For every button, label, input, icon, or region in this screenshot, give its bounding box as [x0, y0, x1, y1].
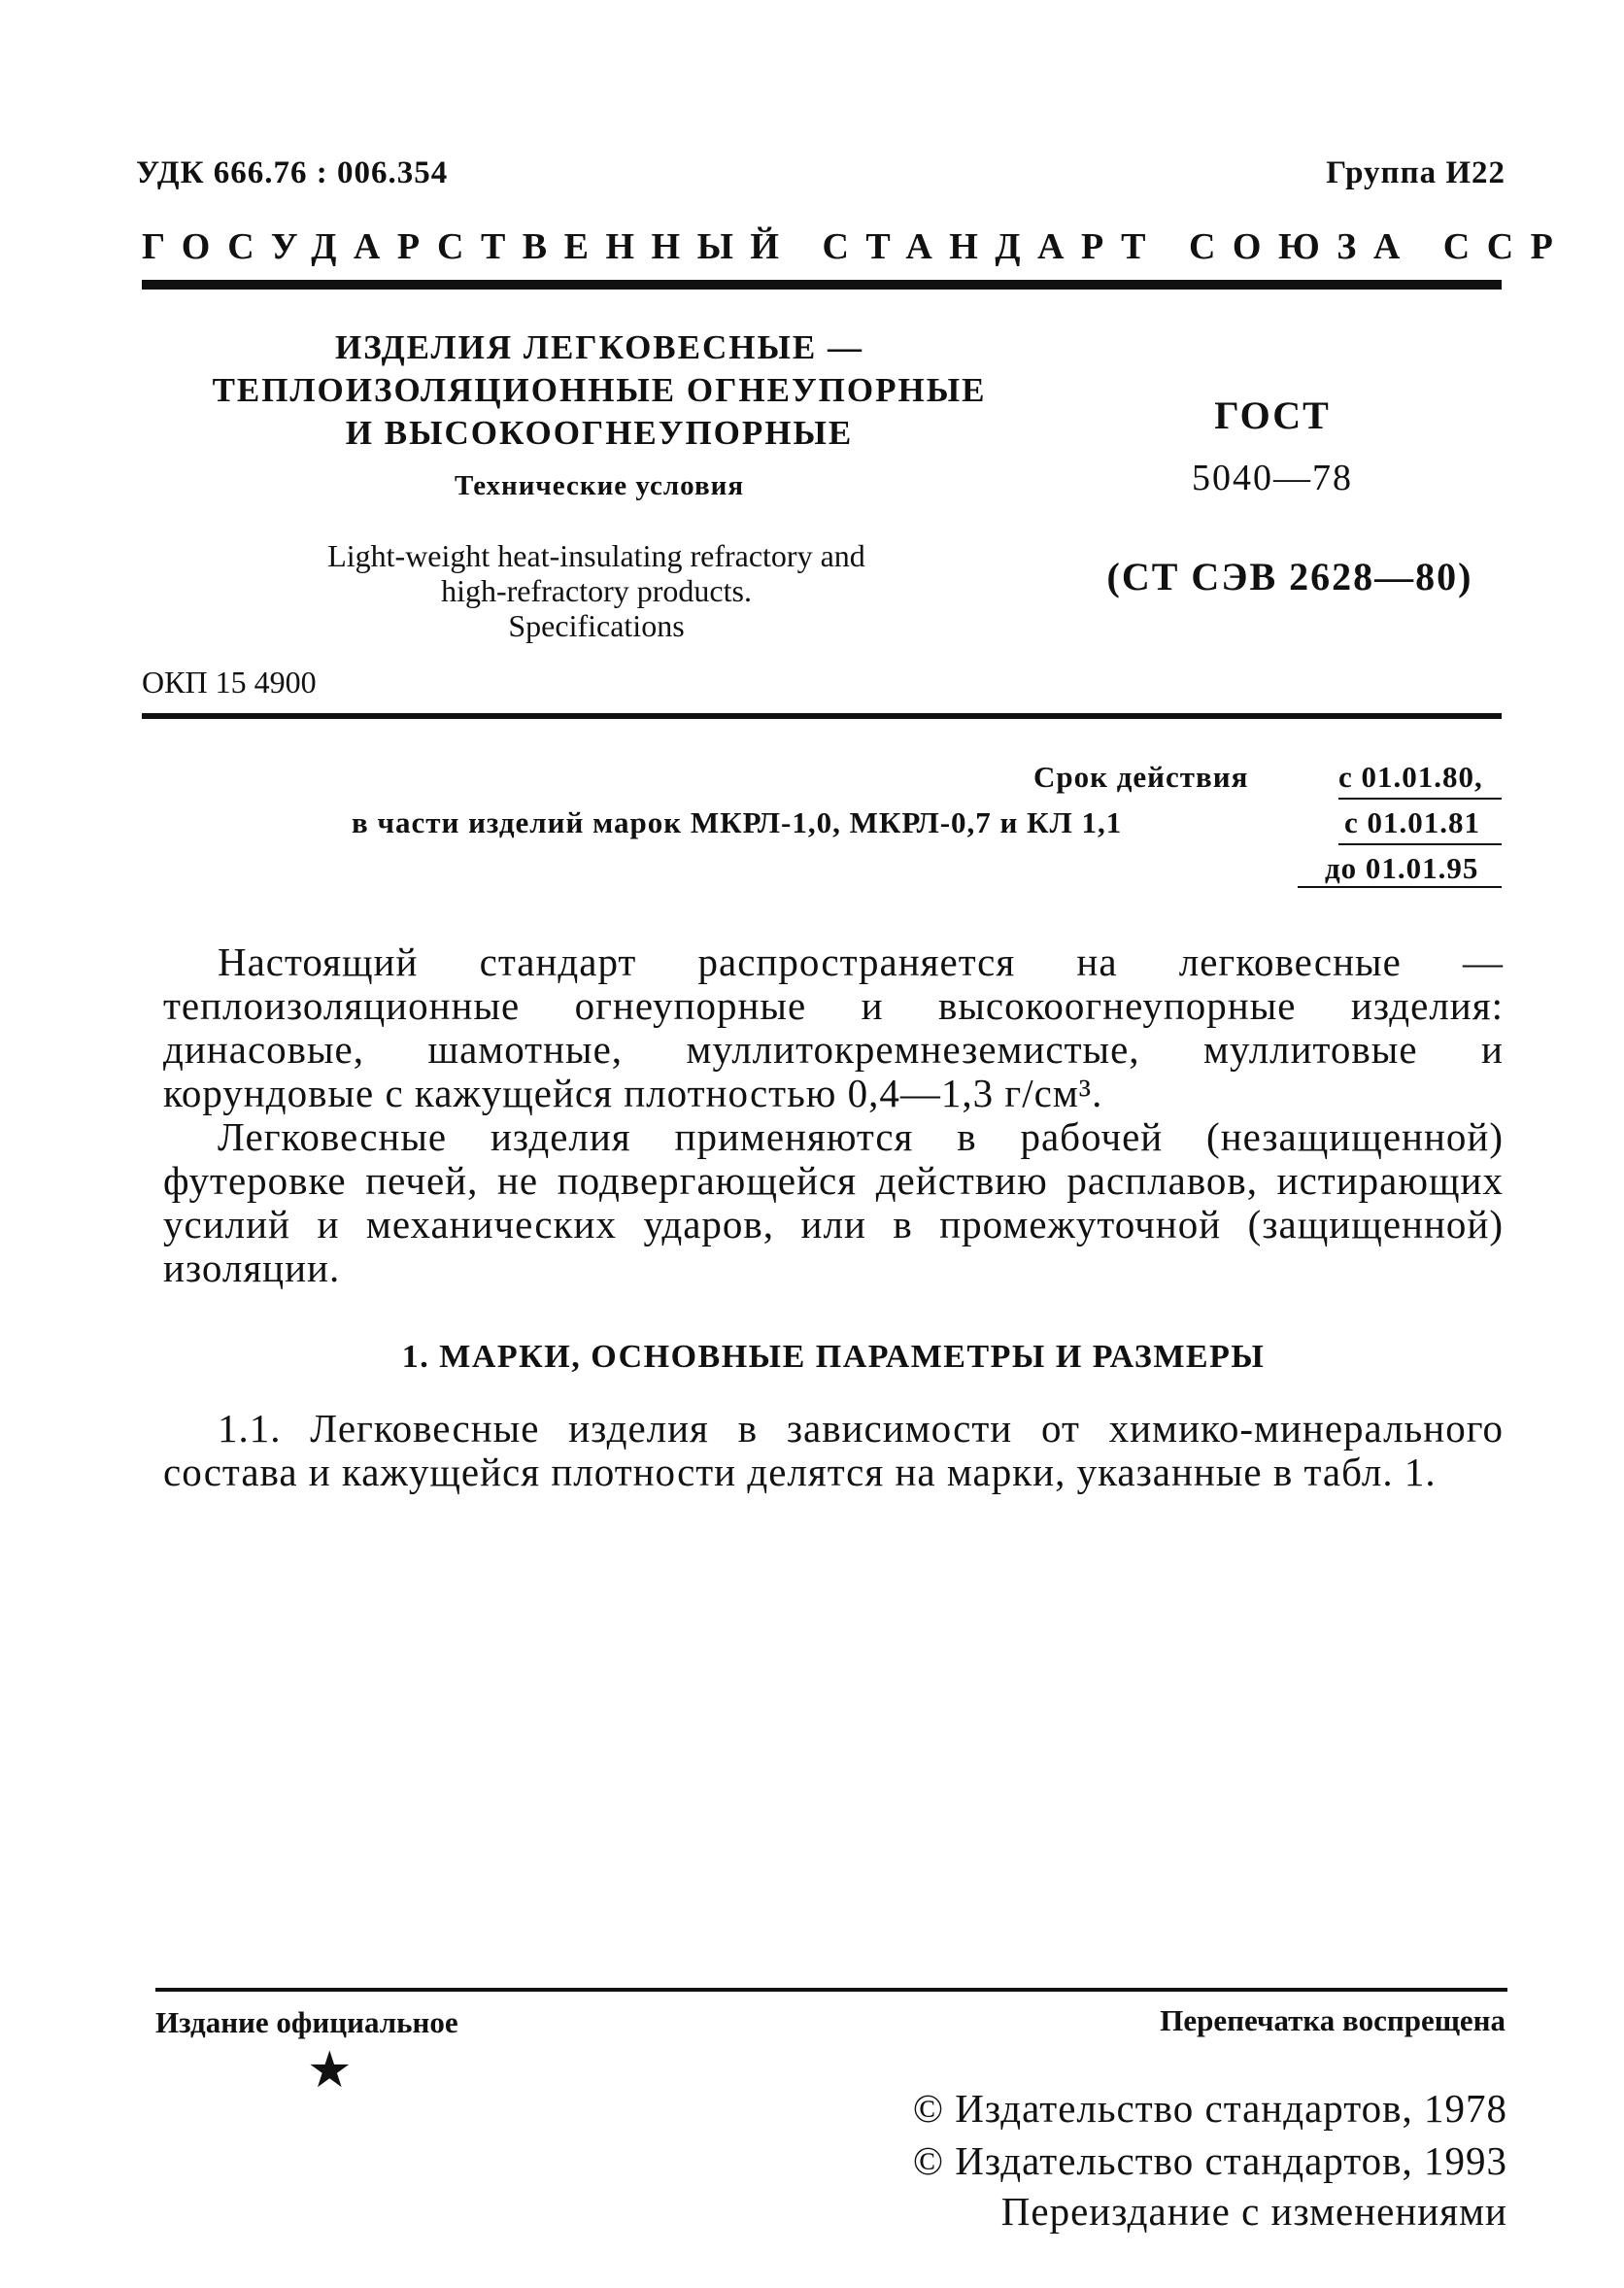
paragraph-scope: Настоящий стандарт распространяется на легковесные — теплоизоляционные огнеупорные и высокоогнеупорные изделия: динасовые, шамотные, муллитокремнеземистые, муллитовые и корундовые с кажущейся плотностью 0,4—1,3 г/см³. [163, 939, 1504, 1115]
validity-label: Срок действия [1033, 760, 1249, 794]
english-title-line-1: Light-weight heat-insulating refractory and [327, 538, 865, 573]
title-block-rule [142, 713, 1502, 719]
english-title [208, 538, 985, 643]
title-line-2: ТЕПЛОИЗОЛЯЦИОННЫЕ ОГНЕУПОРНЫЕ [212, 371, 987, 409]
validity-parts-label: в части изделий марок МКРЛ-1,0, МКРЛ-0,7 и КЛ 1,1 [352, 805, 1123, 839]
copyright-1993: © Издательство стандартов, 1993 [912, 2138, 1507, 2183]
reprint-prohibited-label: Перепечатка воспрещена [1160, 2003, 1506, 2037]
validity-underline-1 [1338, 798, 1502, 800]
paragraph-1-1: 1.1. Легковесные изделия в зависимости от химико-минерального состава и кажущейся плотности делятся на марки, указанные в табл. 1. [163, 1406, 1504, 1494]
title-line-3: И ВЫСОКООГНЕУПОРНЫЕ [345, 414, 854, 452]
group-code: Группа И22 [1326, 155, 1506, 190]
star-icon: ★ [307, 2043, 353, 2099]
udk-code: УДК 666.76 : 006.354 [136, 155, 449, 190]
validity-underline-3 [1298, 886, 1502, 888]
footer-rule [155, 1988, 1507, 1992]
header-thick-rule [142, 280, 1502, 290]
gost-label: ГОСТ [1214, 393, 1331, 437]
state-standard-heading: ГОСУДАРСТВЕННЫЙ СТАНДАРТ СОЮЗА ССР [142, 226, 1571, 267]
official-edition-label: Издание официальное [155, 2005, 458, 2039]
document-subtitle: Технические условия [454, 470, 745, 501]
english-title-line-3: Specifications [508, 608, 685, 643]
validity-underline-2 [1338, 843, 1502, 845]
okp-code: ОКП 15 4900 [142, 665, 317, 700]
section-title: 1. МАРКИ, ОСНОВНЫЕ ПАРАМЕТРЫ И РАЗМЕРЫ [401, 1339, 1266, 1375]
validity-date-to: до 01.01.95 [1325, 851, 1479, 885]
gost-number: 5040—78 [1192, 458, 1353, 498]
st-sev-number: (СТ СЭВ 2628—80) [1106, 555, 1473, 598]
english-title-line-2: high-refractory products. [441, 573, 752, 608]
copyright-1978: © Издательство стандартов, 1978 [912, 2086, 1507, 2131]
validity-date-from: с 01.01.80, [1338, 760, 1483, 794]
validity-date-from-parts: с 01.01.81 [1344, 805, 1481, 839]
title-line-1: ИЗДЕЛИЯ ЛЕГКОВЕСНЫЕ — [335, 328, 863, 366]
paragraph-application: Легковесные изделия применяются в рабочей (незащищенной) футеровке печей, не подвергающейся действию расплавов, истирающих усилий и механических ударов, или в промежуточной (защищенной) изоляции. [163, 1114, 1504, 1290]
document-title [190, 326, 1008, 502]
reissue-note: Переиздание с изменениями [1000, 2189, 1507, 2234]
